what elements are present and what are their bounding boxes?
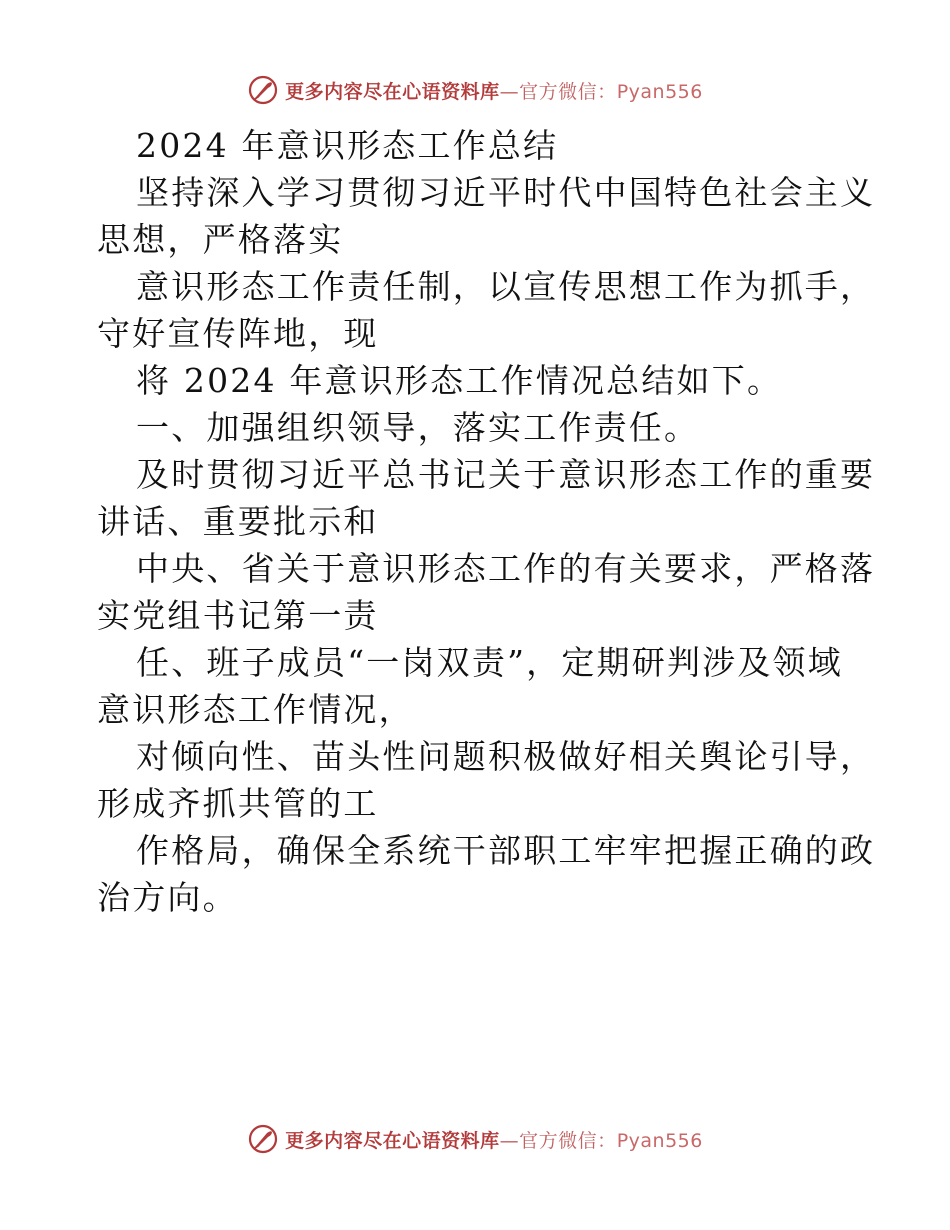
paragraph-line: 及时贯彻习近平总书记关于意识形态工作的重要 <box>136 455 876 494</box>
section-heading: 一、加强组织领导，落实工作责任。 <box>136 408 700 447</box>
quill-pen-logo-icon <box>247 74 279 106</box>
paragraph-line: 将 2024 年意识形态工作情况总结如下。 <box>136 361 783 400</box>
paragraph-line: 作格局，确保全系统干部职工牢牢把握正确的政 <box>136 831 876 870</box>
watermark-contact: 官方微信： <box>519 1129 617 1152</box>
document-body <box>97 122 876 921</box>
paragraph-line: 治方向。 <box>97 878 238 917</box>
watermark-separator: — <box>499 1129 520 1152</box>
paragraph-line: 守好宣传阵地，现 <box>97 314 379 353</box>
paragraph-line: 形成齐抓共管的工 <box>97 784 379 823</box>
paragraph-line: 讲话、重要批示和 <box>97 502 379 541</box>
watermark-wechat-id: Pyan556 <box>616 80 703 103</box>
watermark-main: 更多内容尽在心语资料库 <box>285 80 500 103</box>
paragraph-line: 意识形态工作责任制，以宣传思想工作为抓手， <box>136 267 876 306</box>
watermark-footer <box>0 1119 950 1159</box>
watermark-wechat-id: Pyan556 <box>616 1129 703 1152</box>
paragraph-line: 中央、省关于意识形态工作的有关要求，严格落 <box>136 549 876 588</box>
watermark-main: 更多内容尽在心语资料库 <box>285 1129 500 1152</box>
paragraph-line: 思想，严格落实 <box>97 220 344 259</box>
paragraph-line: 任、班子成员“一岗双责”，定期研判涉及领域 <box>136 643 843 682</box>
watermark-contact: 官方微信： <box>519 80 617 103</box>
quill-pen-logo-icon <box>247 1123 279 1155</box>
paragraph-line: 坚持深入学习贯彻习近平时代中国特色社会主义 <box>136 173 876 212</box>
watermark-text <box>285 1126 703 1153</box>
document-title: 2024 年意识形态工作总结 <box>136 126 559 165</box>
watermark-text <box>285 77 703 104</box>
paragraph-line: 实党组书记第一责 <box>97 596 379 635</box>
watermark-header <box>0 70 950 110</box>
paragraph-line: 对倾向性、苗头性问题积极做好相关舆论引导， <box>136 737 876 776</box>
watermark-separator: — <box>499 80 520 103</box>
paragraph-line: 意识形态工作情况， <box>97 690 414 729</box>
